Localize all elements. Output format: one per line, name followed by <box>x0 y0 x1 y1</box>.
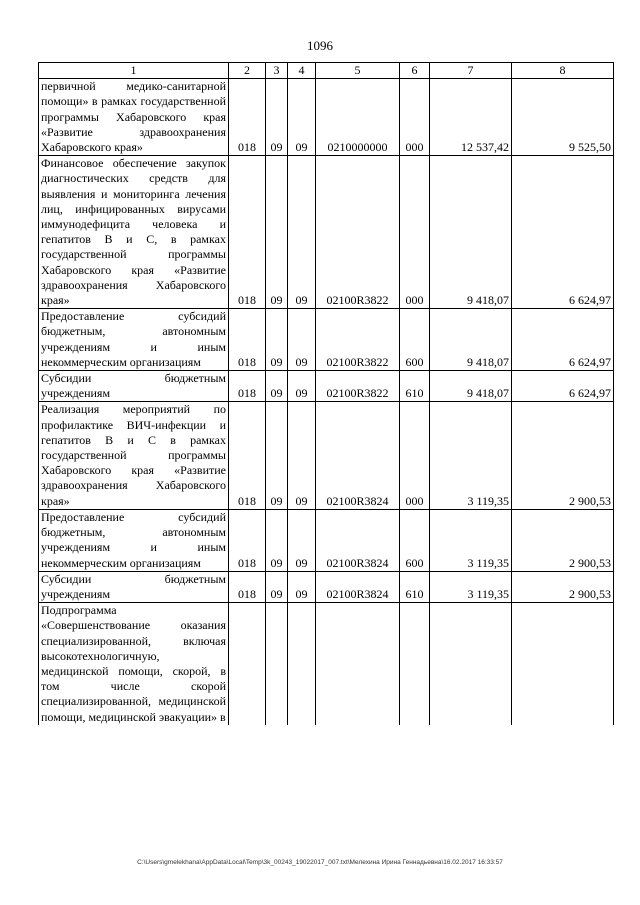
row-ministry-code: 018 <box>229 309 266 371</box>
table-row <box>39 309 614 371</box>
row-subsection: 09 <box>288 156 316 309</box>
row-amount-planned <box>430 603 512 725</box>
row-amount-executed: 2 900,53 <box>512 571 614 602</box>
row-ministry-code <box>229 603 266 725</box>
table-row <box>39 371 614 402</box>
row-expense-type: 600 <box>400 309 430 371</box>
header-col-2: 2 <box>229 63 266 79</box>
row-section: 09 <box>266 402 288 509</box>
budget-table <box>38 62 614 725</box>
row-target-article: 02100R3822 <box>316 371 400 402</box>
header-col-7: 7 <box>430 63 512 79</box>
row-expense-type: 610 <box>400 571 430 602</box>
table-row <box>39 156 614 309</box>
row-subsection: 09 <box>288 571 316 602</box>
row-subsection: 09 <box>288 309 316 371</box>
header-row <box>39 63 614 79</box>
row-target-article <box>316 603 400 725</box>
row-description: Субсидии бюджетным учреждениям <box>39 371 229 402</box>
table-row <box>39 603 614 725</box>
row-subsection <box>288 603 316 725</box>
row-amount-planned: 3 119,35 <box>430 571 512 602</box>
row-ministry-code: 018 <box>229 402 266 509</box>
row-description: Финансовое обеспечение закупок диагностических средств для выявления и мониторинга лечения лиц, инфицированных вирусами иммунодефицита человека и гепатитов В и С, в рамках государственной программы Хабаровского края «Развитие здравоохранения Хабаровского края» <box>39 156 229 309</box>
row-subsection: 09 <box>288 509 316 571</box>
row-expense-type <box>400 603 430 725</box>
row-amount-executed: 2 900,53 <box>512 509 614 571</box>
table-row <box>39 79 614 156</box>
row-amount-executed <box>512 603 614 725</box>
row-expense-type: 000 <box>400 402 430 509</box>
row-ministry-code: 018 <box>229 156 266 309</box>
row-amount-executed: 2 900,53 <box>512 402 614 509</box>
table-row <box>39 402 614 509</box>
row-description: Субсидии бюджетным учреждениям <box>39 571 229 602</box>
header-col-6: 6 <box>400 63 430 79</box>
row-description: Предоставление субсидий бюджетным, автономным учреждениям и иным некоммерческим организациям <box>39 509 229 571</box>
row-section: 09 <box>266 509 288 571</box>
row-target-article: 02100R3822 <box>316 309 400 371</box>
row-description: Подпрограмма «Совершенствование оказания специализированной, включая высокотехнологичную, медицинской помощи, скорой, в том числе скорой специализированной, медицинской помощи, медицинской эвакуации» в <box>39 603 229 725</box>
row-subsection: 09 <box>288 402 316 509</box>
row-subsection: 09 <box>288 79 316 156</box>
row-section: 09 <box>266 571 288 602</box>
row-amount-planned: 12 537,42 <box>430 79 512 156</box>
row-amount-executed: 9 525,50 <box>512 79 614 156</box>
row-target-article: 02100R3824 <box>316 402 400 509</box>
row-ministry-code: 018 <box>229 571 266 602</box>
row-description: Реализация мероприятий по профилактике ВИЧ-инфекции и гепатитов В и С в рамках государственной программы Хабаровского края «Развитие здравоохранения Хабаровского края» <box>39 402 229 509</box>
row-amount-planned: 3 119,35 <box>430 509 512 571</box>
row-target-article: 02100R3824 <box>316 509 400 571</box>
row-amount-planned: 9 418,07 <box>430 309 512 371</box>
row-section: 09 <box>266 309 288 371</box>
row-section <box>266 603 288 725</box>
row-description: первичной медико-санитарной помощи» в рамках государственной программы Хабаровского края «Развитие здравоохранения Хабаровского края» <box>39 79 229 156</box>
row-description: Предоставление субсидий бюджетным, автономным учреждениям и иным некоммерческим организациям <box>39 309 229 371</box>
row-expense-type: 610 <box>400 371 430 402</box>
page-number: 1096 <box>307 38 333 53</box>
row-amount-executed: 6 624,97 <box>512 371 614 402</box>
row-expense-type: 600 <box>400 509 430 571</box>
table-row <box>39 571 614 602</box>
row-section: 09 <box>266 371 288 402</box>
row-amount-executed: 6 624,97 <box>512 156 614 309</box>
header-col-1: 1 <box>39 63 229 79</box>
row-target-article: 02100R3824 <box>316 571 400 602</box>
row-ministry-code: 018 <box>229 79 266 156</box>
row-target-article: 02100R3822 <box>316 156 400 309</box>
header-col-5: 5 <box>316 63 400 79</box>
row-amount-executed: 6 624,97 <box>512 309 614 371</box>
row-subsection: 09 <box>288 371 316 402</box>
row-expense-type: 000 <box>400 156 430 309</box>
row-target-article: 0210000000 <box>316 79 400 156</box>
row-amount-planned: 3 119,35 <box>430 402 512 509</box>
row-section: 09 <box>266 156 288 309</box>
row-section: 09 <box>266 79 288 156</box>
row-ministry-code: 018 <box>229 371 266 402</box>
row-expense-type: 000 <box>400 79 430 156</box>
file-path-footer: C:\Users\gmelekhana\AppData\Local\Temp\3k_00243_19022017_007.txt\Мелехина Ирина Геннадьевна\16.02.2017 16:33:57 <box>137 859 503 866</box>
header-col-8: 8 <box>512 63 614 79</box>
row-amount-planned: 9 418,07 <box>430 156 512 309</box>
row-ministry-code: 018 <box>229 509 266 571</box>
header-col-4: 4 <box>288 63 316 79</box>
header-col-3: 3 <box>266 63 288 79</box>
row-amount-planned: 9 418,07 <box>430 371 512 402</box>
table-row <box>39 509 614 571</box>
